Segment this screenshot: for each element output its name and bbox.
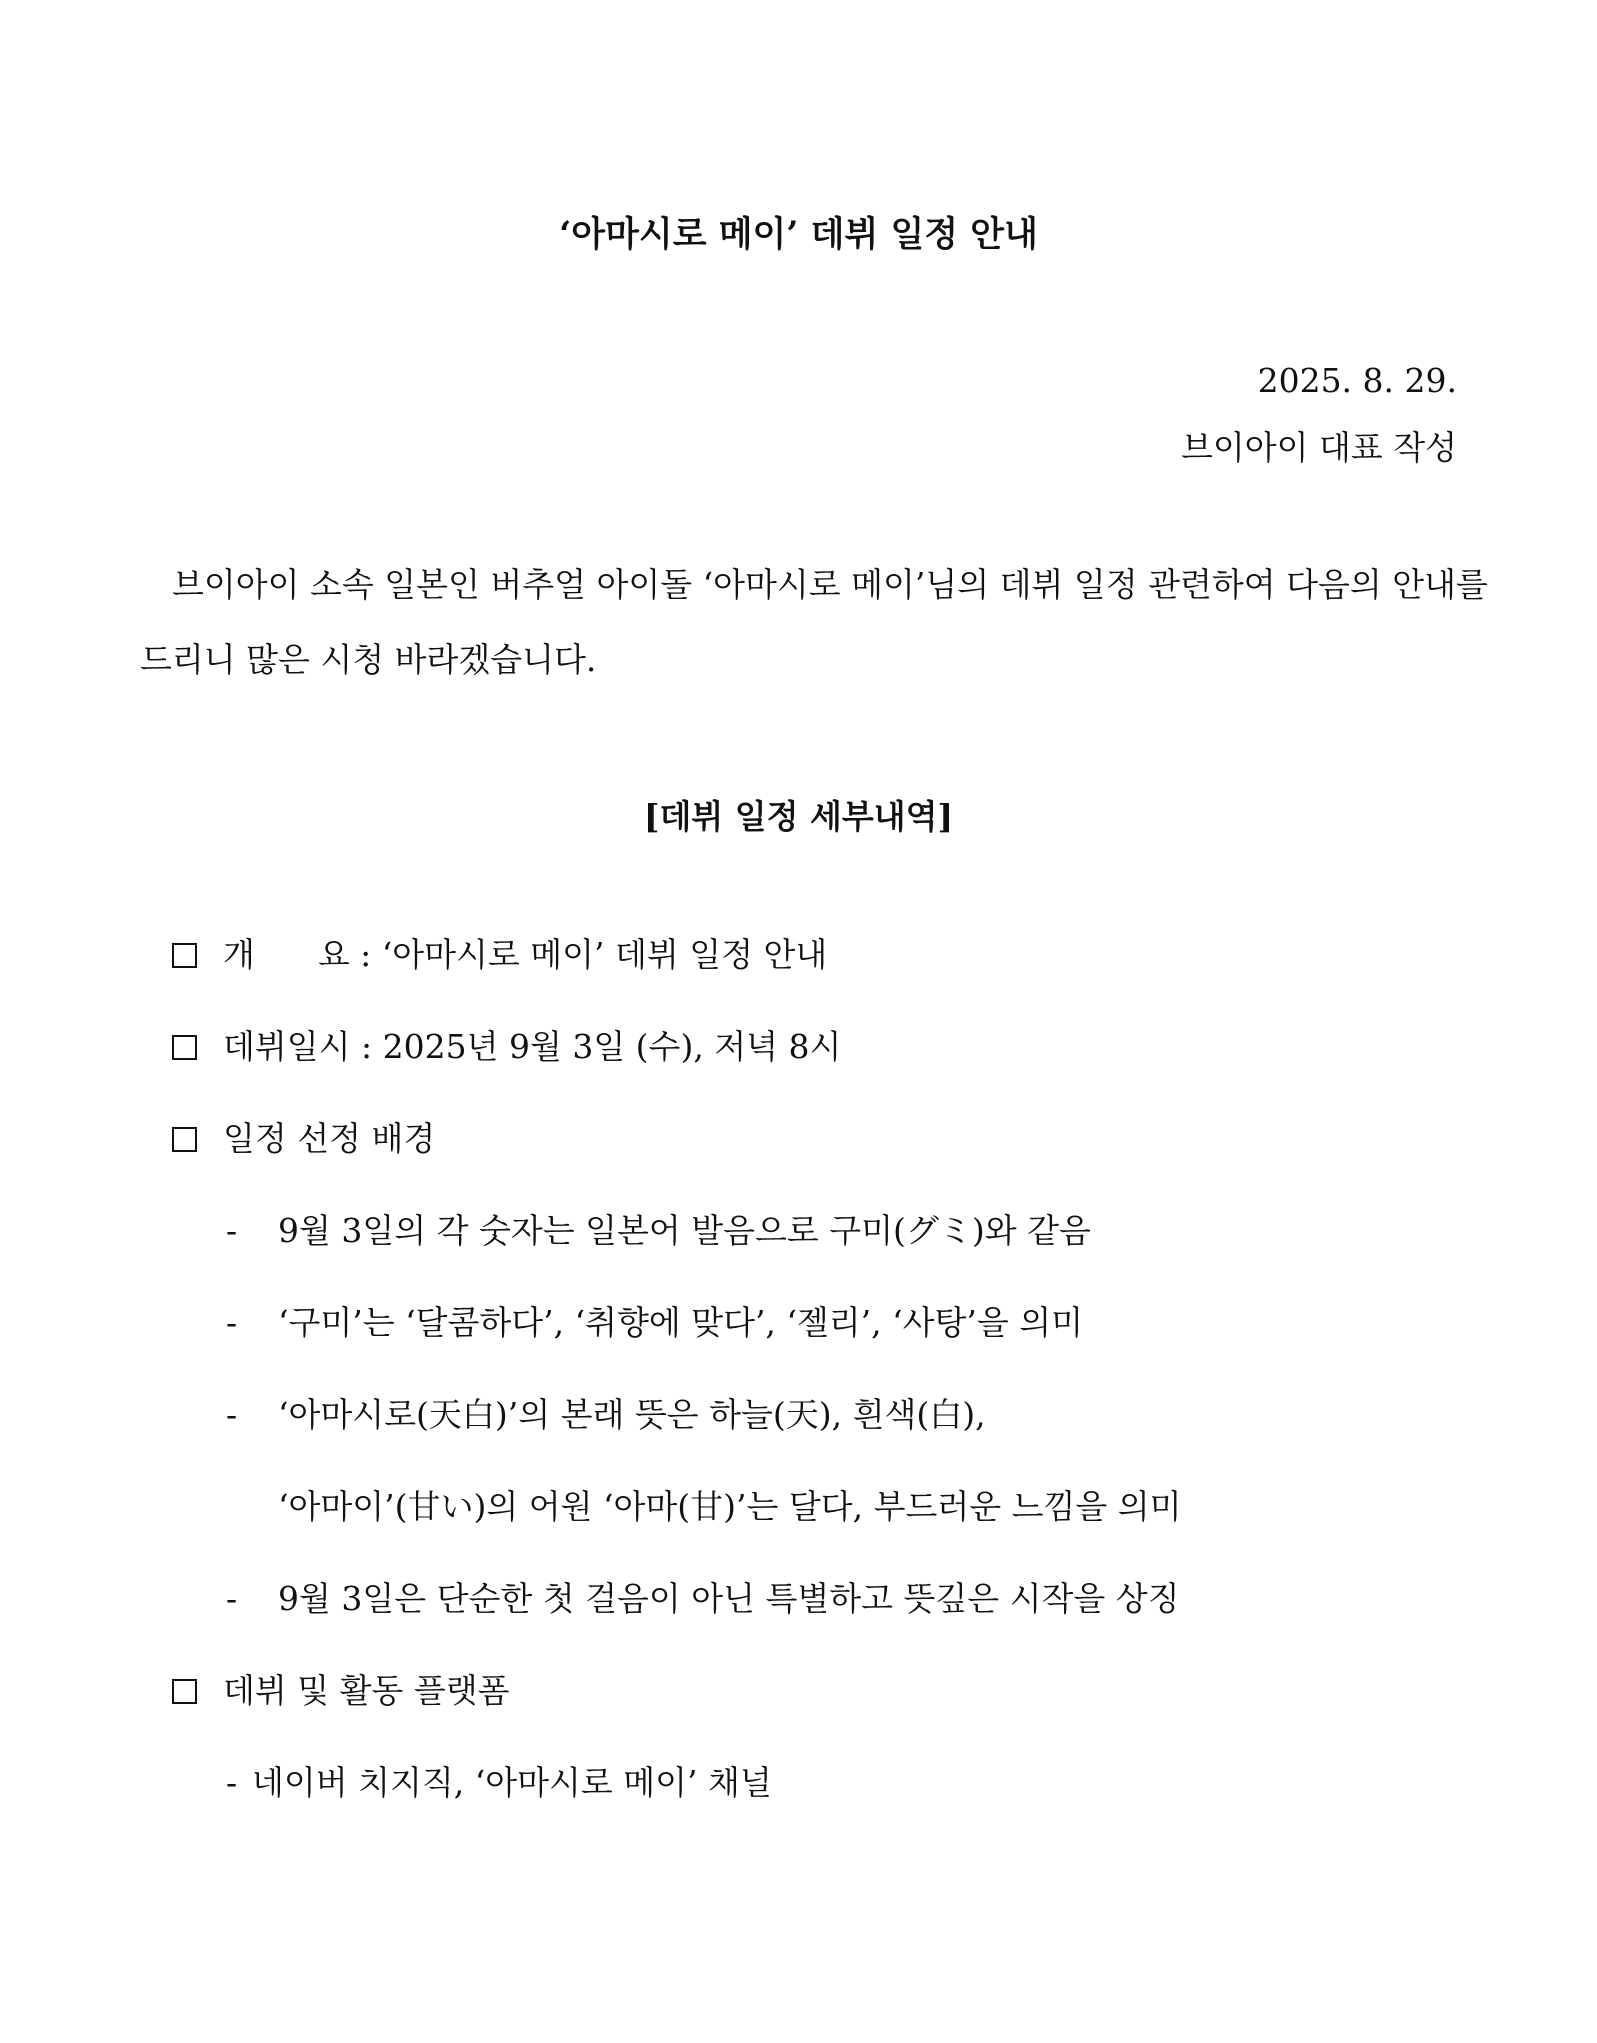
overview-item bbox=[172, 930, 827, 980]
platform-bullet-1 bbox=[226, 1758, 772, 1808]
background-bullet-text: ‘아마이’(甘い)의 어원 ‘아마(甘)’는 달다, 부드러운 느낌을 의미 bbox=[278, 1487, 1182, 1526]
background-bullet-text: ‘아마시로(天白)’의 본래 뜻은 하늘(天), 흰색(白), bbox=[278, 1395, 986, 1434]
background-bullet-text: 9월 3일의 각 숫자는 일본어 발음으로 구미(グミ)와 같음 bbox=[278, 1211, 1091, 1250]
bullet-dash: - bbox=[226, 1211, 238, 1250]
background-bullet-1 bbox=[226, 1206, 1091, 1256]
debut-datetime-text: 데뷔일시 : 2025년 9월 3일 (수), 저녁 8시 bbox=[223, 1027, 842, 1066]
checkbox-square-icon bbox=[172, 1127, 197, 1152]
background-bullet-text: ‘구미’는 ‘달콤하다’, ‘취향에 맞다’, ‘젤리’, ‘사탕’을 의미 bbox=[278, 1303, 1083, 1342]
document-author: 브이아이 대표 작성 bbox=[1180, 428, 1457, 467]
overview-text: 개 요 : ‘아마시로 메이’ 데뷔 일정 안내 bbox=[223, 935, 828, 974]
platform-item bbox=[172, 1666, 510, 1716]
background-bullet-text: 9월 3일은 단순한 첫 걸음이 아닌 특별하고 뜻깊은 시작을 상징 bbox=[278, 1579, 1180, 1618]
document-title: ‘아마시로 메이’ 데뷔 일정 안내 bbox=[559, 214, 1038, 255]
intro-paragraph-line-2: 드리니 많은 시청 바라겠습니다. bbox=[140, 640, 597, 679]
section-heading: [데뷔 일정 세부내역] bbox=[643, 797, 954, 836]
checkbox-square-icon bbox=[172, 943, 197, 968]
document-date: 2025. 8. 29. bbox=[1257, 361, 1457, 400]
checkbox-square-icon bbox=[172, 1679, 197, 1704]
debut-datetime-item bbox=[172, 1022, 841, 1072]
background-bullet-2 bbox=[226, 1298, 1083, 1348]
bullet-dash: - bbox=[226, 1763, 238, 1802]
background-bullet-4 bbox=[226, 1574, 1179, 1624]
bullet-dash: - bbox=[226, 1303, 238, 1342]
intro-paragraph-line-1: 브이아이 소속 일본인 버추얼 아이돌 ‘아마시로 메이’님의 데뷔 일정 관련하여 다음의 안내를 bbox=[172, 565, 1488, 604]
background-bullet-3-continuation bbox=[278, 1482, 1181, 1532]
bullet-dash: - bbox=[226, 1579, 238, 1618]
bullet-dash: - bbox=[226, 1395, 238, 1434]
background-item bbox=[172, 1114, 435, 1164]
checkbox-square-icon bbox=[172, 1035, 197, 1060]
platform-label: 데뷔 및 활동 플랫폼 bbox=[223, 1671, 510, 1710]
background-label: 일정 선정 배경 bbox=[223, 1119, 436, 1158]
platform-bullet-text: 네이버 치지직, ‘아마시로 메이’ 채널 bbox=[252, 1763, 772, 1802]
background-bullet-3 bbox=[226, 1390, 986, 1440]
